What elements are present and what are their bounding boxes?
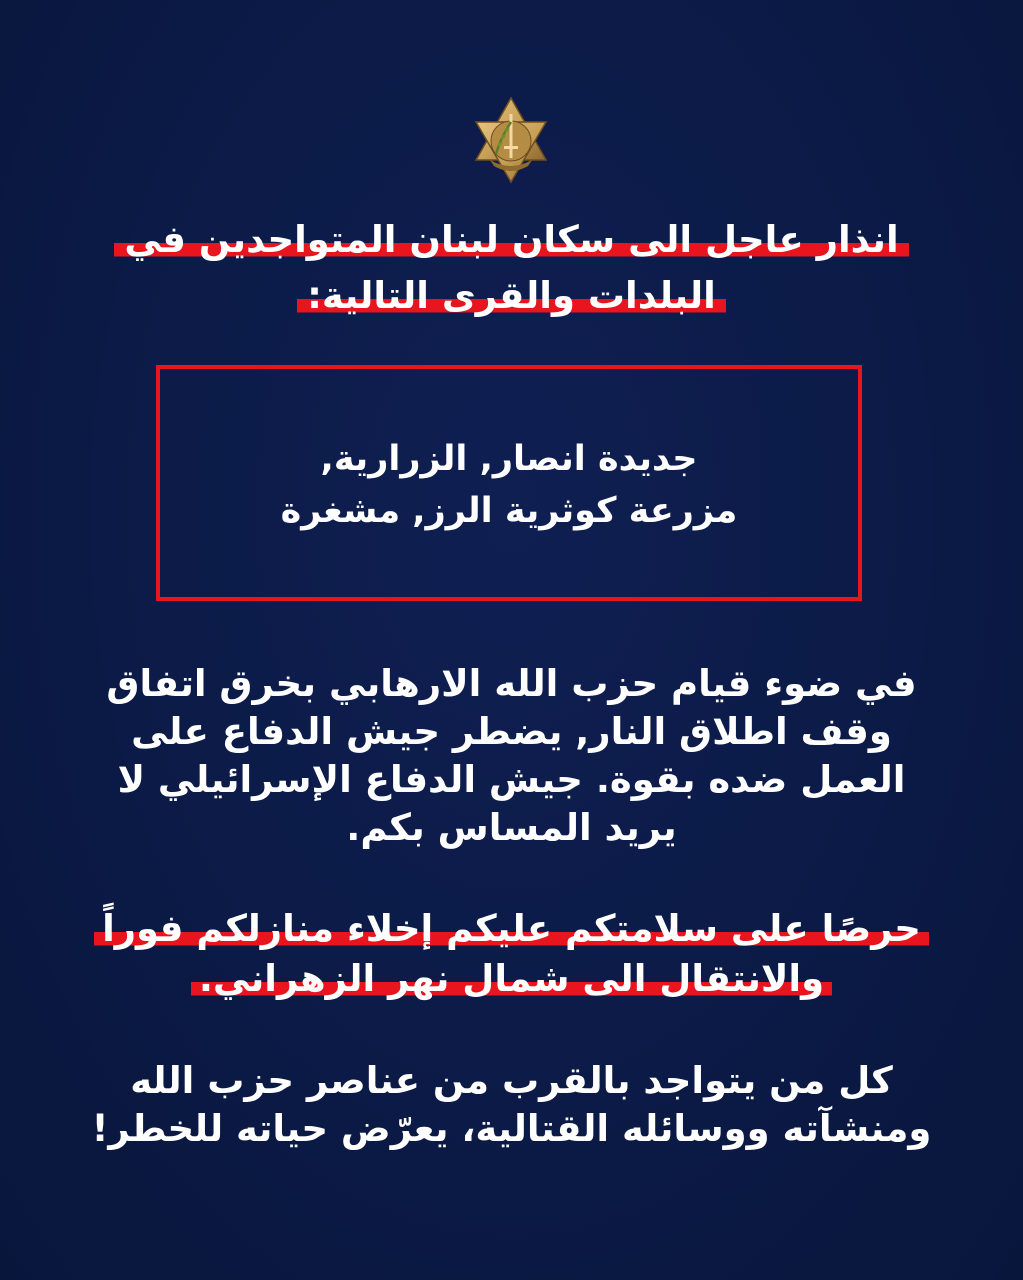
paragraph1-line-2: وقف اطلاق النار, يضطر جيش الدفاع على: [131, 710, 892, 753]
headline-line-2: البلدات والقرى التالية:: [297, 274, 726, 317]
paragraph1-line-4: يريد المساس بكم.: [346, 806, 677, 849]
villages-list: [160, 433, 858, 537]
villages-line-2: مزرعة كوثرية الرز, مشغرة: [280, 491, 738, 531]
evacuation-paragraph: [90, 904, 933, 1004]
paragraph3-line-1: كل من يتواجد بالقرب من عناصر حزب الله: [130, 1059, 893, 1102]
ceasefire-paragraph: [90, 660, 933, 852]
villages-line-1: جديدة انصار, الزرارية,: [320, 439, 698, 479]
idf-emblem-icon: [466, 96, 556, 186]
paragraph2-line-2: والانتقال الى شمال نهر الزهراني.: [191, 957, 832, 1000]
headline: [60, 212, 963, 324]
paragraph1-line-3: العمل ضده بقوة. جيش الدفاع الإسرائيلي لا: [117, 758, 906, 801]
paragraph3-line-2: ومنشآته ووسائله القتالية، يعرّض حياته للخطر!: [91, 1107, 932, 1150]
danger-paragraph: [90, 1057, 933, 1153]
paragraph2-line-1: حرصًا على سلامتكم عليكم إخلاء منازلكم فوراً: [94, 907, 929, 950]
villages-box: [156, 365, 862, 601]
headline-line-1: انذار عاجل الى سكان لبنان المتواجدين في: [114, 218, 908, 261]
paragraph1-line-1: في ضوء قيام حزب الله الارهابي بخرق اتفاق: [106, 662, 917, 705]
